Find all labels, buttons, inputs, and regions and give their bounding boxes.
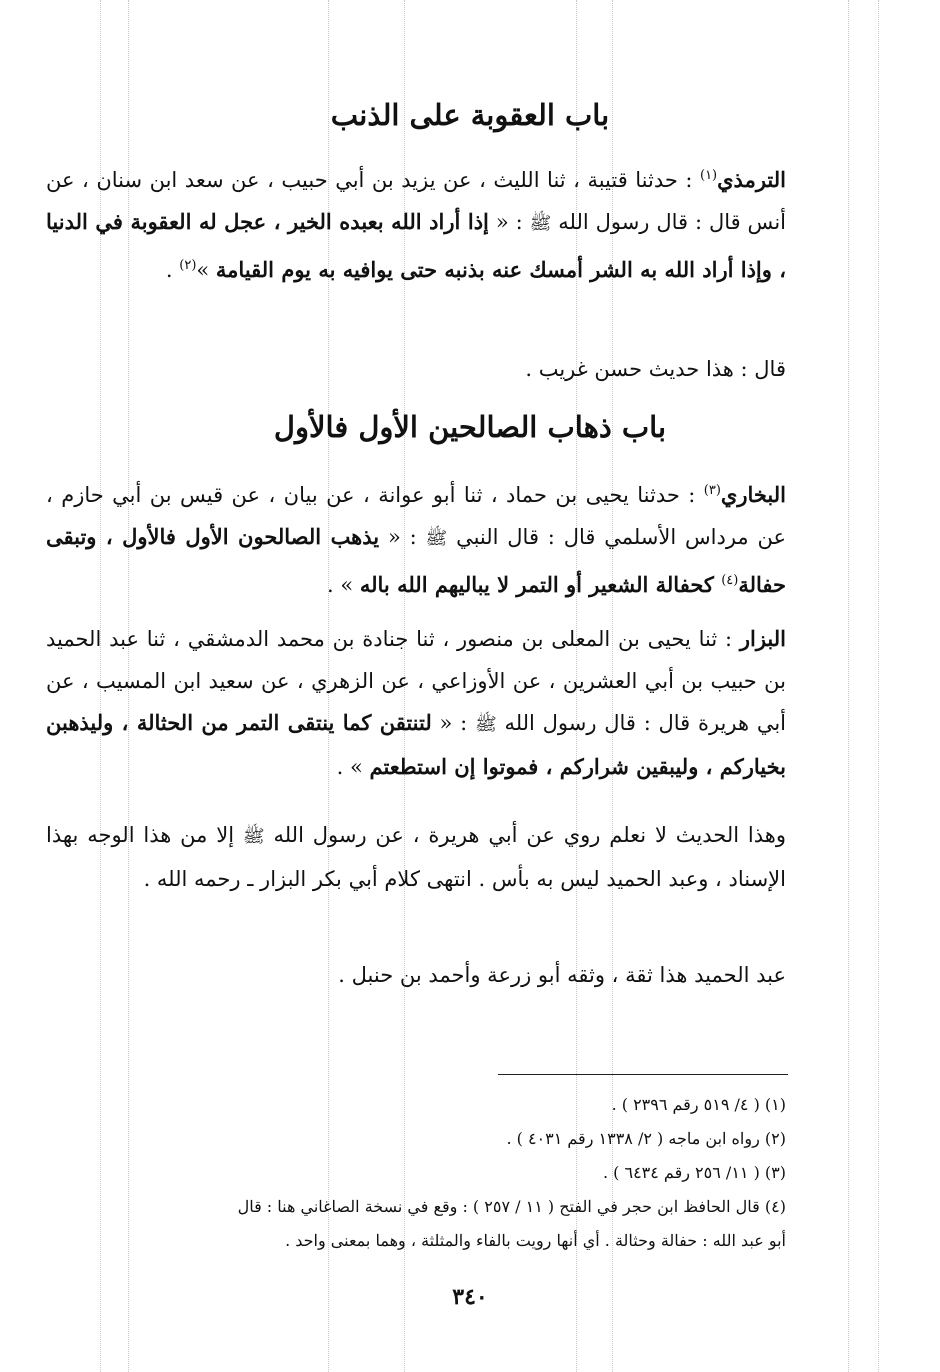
isnad-text: : ثنا يحيى بن المعلى بن منصور ، ثنا جنادة بن محمد الدمشقي ، ثنا عبد الحميد بن حبيب بن أبي العشرين ، عن الأوزاعي ، عن الزهري ، عن سعيد ابن المسيب ، عن أبي هريرة قال : قال رسول الله (46, 627, 787, 735)
hadith-paragraph-bukhari (46, 470, 786, 606)
salutation-glyph: ﷺ (474, 714, 497, 735)
salutation-glyph: ﷺ (425, 528, 448, 549)
hadith-paragraph-bazzar (46, 618, 786, 788)
footnote-ref[interactable]: (٣) (703, 483, 721, 498)
source-name: الترمذي (717, 167, 786, 192)
quote-open: : « (431, 711, 475, 735)
isnad-text: : حدثنا قتيبة ، ثنا الليث ، عن يزيد بن أبي حبيب ، عن سعد ابن سنان ، عن أنس قال : قال رسول الله (46, 168, 787, 234)
sentence-end: » . (327, 573, 360, 597)
sentence-end: . (165, 258, 180, 282)
footnote-divider (498, 1074, 788, 1075)
footnotes (46, 1088, 786, 1258)
hadith-quote: يذهب الصالحون الأول فالأول ، وتبقى حفالة (46, 524, 786, 597)
commentary-text: وهذا الحديث لا نعلم روي عن أبي هريرة ، عن رسول الله (264, 823, 786, 847)
commentary-paragraph (46, 814, 786, 900)
narrator-note: عبد الحميد هذا ثقة ، وثقه أبو زرعة وأحمد بن حنبل . (338, 963, 786, 987)
salutation-glyph: ﷺ (242, 826, 265, 847)
grading-note: قال : هذا حديث حسن غريب . (525, 357, 786, 381)
source-name: البخاري (720, 482, 786, 507)
hadith-quote: لتنتقن كما ينتقى التمر من الحثالة ، وليذهبن بخياركم ، وليبقين شراركم ، فموتوا إن استطعتم (46, 710, 786, 779)
chapter-heading: باب ذهاب الصالحين الأول فالأول (273, 410, 667, 444)
scan-artifact-line (878, 0, 879, 1372)
footnote-ref[interactable]: (٢) (179, 258, 197, 273)
commentary-text: إلا من هذا الوجه بهذا الإسناد ، وعبد الحميد ليس به بأس . انتهى كلام أبي بكر البزار ـ رحمه الله . (46, 823, 786, 891)
sentence-end: » . (336, 755, 370, 779)
footnote-item: (١) ( ٤/ ٥١٩ رقم ٢٣٩٦ ) . (611, 1095, 786, 1114)
footnote-ref[interactable]: (١) (699, 168, 718, 183)
hadith-paragraph-tirmidhi (46, 155, 786, 291)
isnad-text: : حدثنا يحيى بن حماد ، ثنا أبو عوانة ، عن بيان ، عن قيس بن أبي حازم ، عن مرداس الأسلمي قال : قال النبي (46, 483, 787, 549)
quote-open: : « (488, 210, 530, 234)
quote-open: : « (379, 525, 426, 549)
scan-artifact-line (848, 0, 849, 1372)
footnote-ref[interactable]: (٤) (721, 573, 739, 588)
hadith-quote: كحفالة الشعير أو التمر لا يباليهم الله باله (359, 572, 722, 597)
footnote-item: (٣) ( ١١/ ٢٥٦ رقم ٦٤٣٤ ) . (602, 1163, 786, 1182)
footnote-item: (٤) قال الحافظ ابن حجر في الفتح ( ١١ / ٢٥٧ ) : وقع في نسخة الصاغاني هنا : قال (237, 1197, 786, 1216)
footnote-item-continued: أبو عبد الله : حفالة وحثالة . أي أنها رويت بالفاء والمثلثة ، وهما بمعنى واحد . (285, 1231, 786, 1250)
page-number: ٣٤٠ (452, 1284, 488, 1310)
hadith-quote: إذا أراد الله بعبده الخير ، عجل له العقوبة في الدنيا ، وإذا أراد الله به الشر أمسك عنه بذنبه حتى يوافيه به يوم القيامة (46, 209, 786, 282)
footnote-item: (٢) رواه ابن ماجه ( ٢/ ١٣٣٨ رقم ٤٠٣١ ) . (506, 1129, 786, 1148)
quote-close: » (196, 258, 216, 282)
source-name: البزار (739, 626, 786, 651)
chapter-heading: باب العقوبة على الذنب (330, 98, 610, 132)
salutation-glyph: ﷺ (529, 213, 552, 234)
